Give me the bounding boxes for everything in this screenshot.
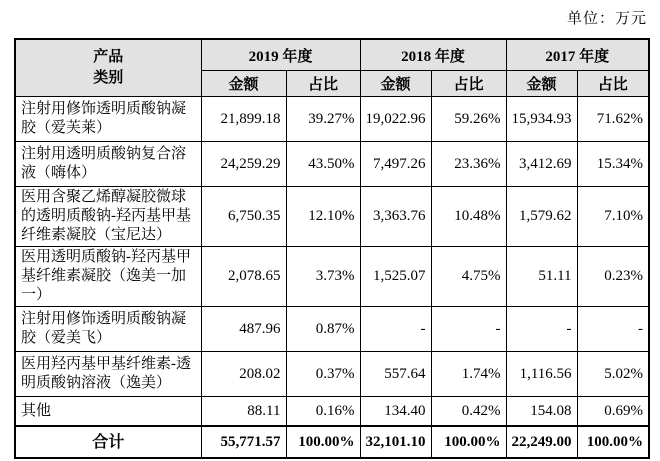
table-row <box>15 187 649 247</box>
total-amount-cell: 55,771.57 <box>201 426 286 458</box>
ratio-cell: 0.23% <box>577 247 649 307</box>
product-name-cell: 注射用修饰透明质酸钠凝胶（爱美飞） <box>15 307 201 352</box>
amount-header-2019: 金额 <box>201 71 286 97</box>
table-row <box>15 97 649 142</box>
year-header-2018: 2018 年度 <box>360 39 506 71</box>
product-name-cell: 其他 <box>15 397 201 427</box>
amount-cell: 1,579.62 <box>506 187 577 247</box>
total-ratio-cell: 100.00% <box>577 426 649 458</box>
total-row <box>15 426 649 458</box>
amount-cell: 51.11 <box>506 247 577 307</box>
ratio-cell: 0.42% <box>431 397 506 427</box>
product-category-header <box>15 39 201 97</box>
ratio-cell: 43.50% <box>286 142 360 187</box>
amount-header-2017: 金额 <box>506 71 577 97</box>
amount-cell: 3,363.76 <box>360 187 431 247</box>
amount-cell: 24,259.29 <box>201 142 286 187</box>
amount-cell: 19,022.96 <box>360 97 431 142</box>
ratio-header-2019: 占比 <box>286 71 360 97</box>
ratio-cell: 0.87% <box>286 307 360 352</box>
ratio-cell: 0.37% <box>286 352 360 397</box>
product-name-cell: 注射用修饰透明质酸钠凝胶（爱芙莱） <box>15 97 201 142</box>
total-ratio-cell: 100.00% <box>431 426 506 458</box>
ratio-cell: - <box>431 307 506 352</box>
total-label-cell: 合计 <box>15 426 201 458</box>
total-amount-cell: 22,249.00 <box>506 426 577 458</box>
amount-cell: - <box>360 307 431 352</box>
amount-cell: 15,934.93 <box>506 97 577 142</box>
amount-cell: - <box>506 307 577 352</box>
table-row <box>15 307 649 352</box>
amount-cell: 154.08 <box>506 397 577 427</box>
ratio-cell: 0.69% <box>577 397 649 427</box>
product-header-line1: 产品 <box>93 49 124 65</box>
table-row <box>15 142 649 187</box>
amount-cell: 21,899.18 <box>201 97 286 142</box>
ratio-cell: 59.26% <box>431 97 506 142</box>
product-name-cell: 医用含聚乙烯醇凝胶微球的透明质酸钠-羟丙基甲基纤维素凝胶（宝尼达） <box>15 187 201 247</box>
ratio-header-2018: 占比 <box>431 71 506 97</box>
product-name-cell: 医用透明质酸钠-羟丙基甲基纤维素凝胶（逸美一加一） <box>15 247 201 307</box>
table-row <box>15 247 649 307</box>
product-name-cell: 注射用透明质酸钠复合溶液（嗨体） <box>15 142 201 187</box>
ratio-cell: 39.27% <box>286 97 360 142</box>
ratio-cell: 10.48% <box>431 187 506 247</box>
table-row <box>15 397 649 427</box>
amount-cell: 88.11 <box>201 397 286 427</box>
table-row <box>15 352 649 397</box>
amount-cell: 557.64 <box>360 352 431 397</box>
product-header-line2: 类别 <box>93 70 124 86</box>
amount-cell: 208.02 <box>201 352 286 397</box>
total-amount-cell: 32,101.10 <box>360 426 431 458</box>
year-header-2019: 2019 年度 <box>201 39 360 71</box>
ratio-cell: 0.16% <box>286 397 360 427</box>
ratio-cell: 12.10% <box>286 187 360 247</box>
ratio-cell: 1.74% <box>431 352 506 397</box>
ratio-cell: 4.75% <box>431 247 506 307</box>
amount-header-2018: 金额 <box>360 71 431 97</box>
amount-cell: 2,078.65 <box>201 247 286 307</box>
ratio-header-2017: 占比 <box>577 71 649 97</box>
ratio-cell: 5.02% <box>577 352 649 397</box>
amount-cell: 487.96 <box>201 307 286 352</box>
total-ratio-cell: 100.00% <box>286 426 360 458</box>
amount-cell: 1,525.07 <box>360 247 431 307</box>
product-revenue-table <box>14 38 650 459</box>
ratio-cell: 3.73% <box>286 247 360 307</box>
unit-label: 单位：万元 <box>566 11 647 27</box>
amount-cell: 134.40 <box>360 397 431 427</box>
year-header-2017: 2017 年度 <box>506 39 649 71</box>
amount-cell: 1,116.56 <box>506 352 577 397</box>
amount-cell: 3,412.69 <box>506 142 577 187</box>
ratio-cell: 71.62% <box>577 97 649 142</box>
ratio-cell: 23.36% <box>431 142 506 187</box>
table-header <box>15 39 649 97</box>
year-header-row <box>15 39 649 71</box>
ratio-cell: - <box>577 307 649 352</box>
product-name-cell: 医用羟丙基甲基纤维素-透明质酸钠溶液（逸美） <box>15 352 201 397</box>
amount-cell: 7,497.26 <box>360 142 431 187</box>
amount-cell: 6,750.35 <box>201 187 286 247</box>
ratio-cell: 15.34% <box>577 142 649 187</box>
ratio-cell: 7.10% <box>577 187 649 247</box>
